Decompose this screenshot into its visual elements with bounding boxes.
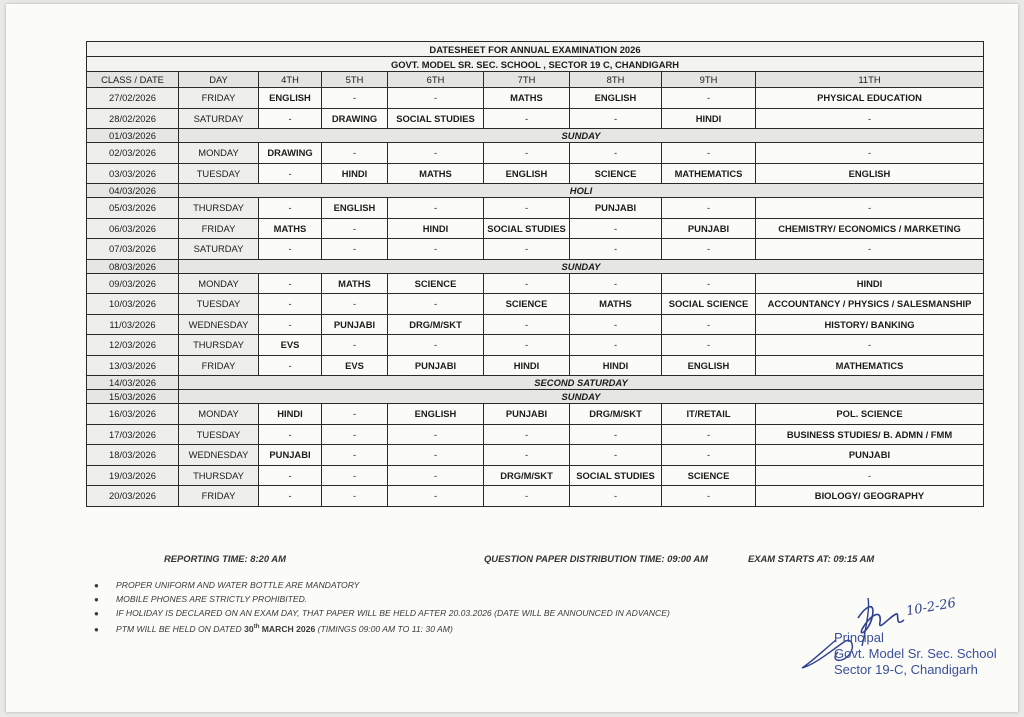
- note-text: MOBILE PHONES ARE STRICTLY PROHIBITED.: [116, 594, 308, 604]
- subject-cell-11th: ENGLISH: [756, 163, 984, 184]
- subject-cell-4th: -: [259, 424, 322, 445]
- subject-cell-7th: MATHS: [484, 88, 570, 109]
- subject-cell-11th: CHEMISTRY/ ECONOMICS / MARKETING: [756, 218, 984, 239]
- note-item: ● MOBILE PHONES ARE STRICTLY PROHIBITED.: [94, 594, 308, 604]
- holiday-row: [87, 390, 984, 404]
- subject-cell-11th: POL. SCIENCE: [756, 404, 984, 425]
- principal-stamp: [834, 630, 997, 678]
- subject-cell-5th: -: [322, 404, 388, 425]
- row-date: 15/03/2026: [87, 390, 179, 404]
- row-date: 06/03/2026: [87, 218, 179, 239]
- stamp-line-sector: Sector 19-C, Chandigarh: [834, 662, 978, 677]
- subject-cell-11th: -: [756, 239, 984, 260]
- row-date: 20/03/2026: [87, 486, 179, 507]
- subject-cell-8th: MATHS: [570, 294, 662, 315]
- row-day: FRIDAY: [179, 88, 259, 109]
- subject-cell-4th: -: [259, 108, 322, 129]
- subject-cell-9th: -: [662, 198, 756, 219]
- row-day: TUESDAY: [179, 163, 259, 184]
- subject-cell-4th: -: [259, 314, 322, 335]
- subject-cell-9th: -: [662, 445, 756, 466]
- reporting-time: REPORTING TIME: 8:20 AM: [164, 553, 286, 564]
- note-text: PROPER UNIFORM AND WATER BOTTLE ARE MANDATORY: [116, 580, 360, 590]
- row-date: 04/03/2026: [87, 184, 179, 198]
- subject-cell-6th: -: [388, 445, 484, 466]
- subject-cell-9th: -: [662, 424, 756, 445]
- subject-cell-6th: -: [388, 88, 484, 109]
- holiday-label: SUNDAY: [179, 390, 984, 404]
- row-date: 27/02/2026: [87, 88, 179, 109]
- holiday-row: [87, 259, 984, 273]
- holiday-label: HOLI: [179, 184, 984, 198]
- subject-cell-8th: -: [570, 445, 662, 466]
- subject-cell-7th: -: [484, 335, 570, 356]
- subject-cell-11th: -: [756, 465, 984, 486]
- subject-cell-4th: -: [259, 239, 322, 260]
- subject-cell-7th: ENGLISH: [484, 163, 570, 184]
- exam-row: [87, 198, 984, 219]
- subject-cell-6th: HINDI: [388, 218, 484, 239]
- subject-cell-9th: ENGLISH: [662, 355, 756, 376]
- note-item: ● IF HOLIDAY IS DECLARED ON AN EXAM DAY, THAT PAPER WILL BE HELD AFTER 20.03.2026 (DATE WILL BE ANNOUNCED IN ADVANCE): [94, 608, 670, 618]
- subject-cell-9th: -: [662, 335, 756, 356]
- subject-cell-11th: -: [756, 198, 984, 219]
- row-day: FRIDAY: [179, 486, 259, 507]
- subject-cell-7th: -: [484, 424, 570, 445]
- instructions-list: [94, 578, 670, 634]
- subject-cell-8th: SOCIAL STUDIES: [570, 465, 662, 486]
- subject-cell-5th: -: [322, 143, 388, 164]
- subject-cell-8th: -: [570, 218, 662, 239]
- subject-cell-8th: -: [570, 273, 662, 294]
- header-8th: 8TH: [570, 72, 662, 88]
- header-9th: 9TH: [662, 72, 756, 88]
- row-day: SATURDAY: [179, 239, 259, 260]
- subject-cell-4th: PUNJABI: [259, 445, 322, 466]
- exam-row: [87, 218, 984, 239]
- row-day: MONDAY: [179, 273, 259, 294]
- exam-row: [87, 404, 984, 425]
- subject-cell-9th: -: [662, 143, 756, 164]
- subject-cell-9th: -: [662, 273, 756, 294]
- subject-cell-8th: -: [570, 314, 662, 335]
- ptm-day-suffix: th: [253, 624, 260, 630]
- row-date: 05/03/2026: [87, 198, 179, 219]
- subject-cell-5th: -: [322, 486, 388, 507]
- exam-row: [87, 143, 984, 164]
- datesheet-table: [86, 41, 984, 507]
- note-text: IF HOLIDAY IS DECLARED ON AN EXAM DAY, THAT PAPER WILL BE HELD AFTER 20.03.2026 (DATE WILL BE ANNOUNCED IN ADVANCE): [116, 608, 670, 618]
- subject-cell-11th: HINDI: [756, 273, 984, 294]
- subject-cell-5th: -: [322, 424, 388, 445]
- subject-cell-9th: SOCIAL SCIENCE: [662, 294, 756, 315]
- subject-cell-11th: MATHEMATICS: [756, 355, 984, 376]
- subject-cell-8th: DRG/M/SKT: [570, 404, 662, 425]
- header-day: DAY: [179, 72, 259, 88]
- holiday-label: SECOND SATURDAY: [179, 376, 984, 390]
- row-date: 01/03/2026: [87, 129, 179, 143]
- subject-cell-6th: SOCIAL STUDIES: [388, 108, 484, 129]
- subject-cell-7th: HINDI: [484, 355, 570, 376]
- subject-cell-7th: SCIENCE: [484, 294, 570, 315]
- subject-cell-6th: -: [388, 294, 484, 315]
- exam-row: [87, 273, 984, 294]
- subject-cell-5th: MATHS: [322, 273, 388, 294]
- subject-cell-8th: -: [570, 335, 662, 356]
- subject-cell-5th: -: [322, 294, 388, 315]
- subject-cell-11th: PHYSICAL EDUCATION: [756, 88, 984, 109]
- signature-date: 10-2-26: [905, 595, 958, 620]
- subject-cell-11th: BIOLOGY/ GEOGRAPHY: [756, 486, 984, 507]
- subject-cell-7th: -: [484, 445, 570, 466]
- holiday-label: SUNDAY: [179, 129, 984, 143]
- subject-cell-8th: -: [570, 424, 662, 445]
- row-day: THURSDAY: [179, 465, 259, 486]
- subject-cell-4th: -: [259, 198, 322, 219]
- exam-row: [87, 486, 984, 507]
- subject-cell-5th: -: [322, 445, 388, 466]
- row-day: TUESDAY: [179, 424, 259, 445]
- subject-cell-5th: EVS: [322, 355, 388, 376]
- subject-cell-8th: -: [570, 143, 662, 164]
- row-day: FRIDAY: [179, 355, 259, 376]
- exam-row: [87, 445, 984, 466]
- subject-cell-5th: -: [322, 465, 388, 486]
- subject-cell-7th: -: [484, 198, 570, 219]
- row-date: 03/03/2026: [87, 163, 179, 184]
- exam-row: [87, 108, 984, 129]
- subject-cell-4th: -: [259, 273, 322, 294]
- exam-row: [87, 294, 984, 315]
- row-day: WEDNESDAY: [179, 445, 259, 466]
- subject-cell-5th: -: [322, 218, 388, 239]
- holiday-row: [87, 376, 984, 390]
- row-day: THURSDAY: [179, 335, 259, 356]
- subject-cell-4th: DRAWING: [259, 143, 322, 164]
- header-4th: 4TH: [259, 72, 322, 88]
- subject-cell-11th: -: [756, 143, 984, 164]
- exam-row: [87, 355, 984, 376]
- table-title: DATESHEET FOR ANNUAL EXAMINATION 2026: [87, 42, 984, 57]
- subject-cell-7th: DRG/M/SKT: [484, 465, 570, 486]
- row-date: 02/03/2026: [87, 143, 179, 164]
- subject-cell-6th: -: [388, 465, 484, 486]
- subject-cell-6th: SCIENCE: [388, 273, 484, 294]
- holiday-row: [87, 184, 984, 198]
- subject-cell-7th: SOCIAL STUDIES: [484, 218, 570, 239]
- subject-cell-11th: PUNJABI: [756, 445, 984, 466]
- row-date: 10/03/2026: [87, 294, 179, 315]
- row-day: MONDAY: [179, 404, 259, 425]
- subject-cell-6th: -: [388, 424, 484, 445]
- stamp-line-principal: Principal: [834, 630, 884, 645]
- subject-cell-9th: SCIENCE: [662, 465, 756, 486]
- subject-cell-6th: -: [388, 335, 484, 356]
- subject-cell-7th: -: [484, 239, 570, 260]
- subject-cell-7th: -: [484, 108, 570, 129]
- subject-cell-11th: -: [756, 335, 984, 356]
- ptm-day: 30: [244, 623, 254, 634]
- subject-cell-4th: -: [259, 294, 322, 315]
- subject-cell-4th: -: [259, 163, 322, 184]
- subject-cell-9th: IT/RETAIL: [662, 404, 756, 425]
- exam-start-time: EXAM STARTS AT: 09:15 AM: [748, 553, 875, 564]
- header-5th: 5TH: [322, 72, 388, 88]
- subject-cell-11th: -: [756, 108, 984, 129]
- subject-cell-7th: -: [484, 273, 570, 294]
- subject-cell-5th: -: [322, 239, 388, 260]
- subject-cell-4th: EVS: [259, 335, 322, 356]
- note-item: ● PROPER UNIFORM AND WATER BOTTLE ARE MANDATORY: [94, 580, 360, 590]
- subject-cell-6th: PUNJABI: [388, 355, 484, 376]
- row-date: 16/03/2026: [87, 404, 179, 425]
- header-row: [87, 72, 984, 88]
- subject-cell-9th: -: [662, 239, 756, 260]
- exam-row: [87, 314, 984, 335]
- subject-cell-6th: -: [388, 486, 484, 507]
- subject-cell-5th: DRAWING: [322, 108, 388, 129]
- row-date: 11/03/2026: [87, 314, 179, 335]
- holiday-label: SUNDAY: [179, 259, 984, 273]
- exam-row: [87, 424, 984, 445]
- exam-row: [87, 335, 984, 356]
- row-day: THURSDAY: [179, 198, 259, 219]
- header-class-date: CLASS / DATE: [87, 72, 179, 88]
- subject-cell-4th: -: [259, 355, 322, 376]
- subject-cell-11th: HISTORY/ BANKING: [756, 314, 984, 335]
- subject-cell-6th: -: [388, 239, 484, 260]
- subject-cell-6th: DRG/M/SKT: [388, 314, 484, 335]
- subject-cell-4th: -: [259, 486, 322, 507]
- exam-row: [87, 88, 984, 109]
- row-date: 09/03/2026: [87, 273, 179, 294]
- subject-cell-9th: HINDI: [662, 108, 756, 129]
- subject-cell-4th: HINDI: [259, 404, 322, 425]
- ptm-month: MARCH 2026: [259, 623, 316, 634]
- subject-cell-4th: MATHS: [259, 218, 322, 239]
- holiday-row: [87, 129, 984, 143]
- header-6th: 6TH: [388, 72, 484, 88]
- subject-cell-8th: -: [570, 486, 662, 507]
- header-11th: 11TH: [756, 72, 984, 88]
- row-date: 19/03/2026: [87, 465, 179, 486]
- exam-row: [87, 163, 984, 184]
- row-date: 07/03/2026: [87, 239, 179, 260]
- subject-cell-4th: ENGLISH: [259, 88, 322, 109]
- row-day: SATURDAY: [179, 108, 259, 129]
- distribution-time: QUESTION PAPER DISTRIBUTION TIME: 09:00 AM: [484, 553, 708, 564]
- subject-cell-6th: -: [388, 198, 484, 219]
- exam-row: [87, 465, 984, 486]
- row-day: WEDNESDAY: [179, 314, 259, 335]
- subject-cell-8th: -: [570, 108, 662, 129]
- subject-cell-9th: -: [662, 486, 756, 507]
- subject-cell-4th: -: [259, 465, 322, 486]
- subject-cell-8th: PUNJABI: [570, 198, 662, 219]
- subject-cell-9th: -: [662, 88, 756, 109]
- row-date: 18/03/2026: [87, 445, 179, 466]
- stamp-line-school: Govt. Model Sr. Sec. School: [834, 646, 997, 661]
- row-date: 08/03/2026: [87, 259, 179, 273]
- subject-cell-9th: PUNJABI: [662, 218, 756, 239]
- subject-cell-6th: -: [388, 143, 484, 164]
- header-7th: 7TH: [484, 72, 570, 88]
- subject-cell-8th: HINDI: [570, 355, 662, 376]
- subject-cell-6th: ENGLISH: [388, 404, 484, 425]
- row-day: TUESDAY: [179, 294, 259, 315]
- subject-cell-5th: ENGLISH: [322, 198, 388, 219]
- subject-cell-8th: ENGLISH: [570, 88, 662, 109]
- row-day: FRIDAY: [179, 218, 259, 239]
- subject-cell-11th: ACCOUNTANCY / PHYSICS / SALESMANSHIP: [756, 294, 984, 315]
- exam-row: [87, 239, 984, 260]
- subject-cell-5th: PUNJABI: [322, 314, 388, 335]
- row-date: 17/03/2026: [87, 424, 179, 445]
- row-date: 13/03/2026: [87, 355, 179, 376]
- subject-cell-11th: BUSINESS STUDIES/ B. ADMN / FMM: [756, 424, 984, 445]
- subject-cell-5th: HINDI: [322, 163, 388, 184]
- ptm-prefix: PTM WILL BE HELD ON DATED: [116, 623, 245, 634]
- subject-cell-8th: SCIENCE: [570, 163, 662, 184]
- note-item-ptm: ● PTM WILL BE HELD ON DATED 30th MARCH 2026 (TIMINGS 09:00 AM TO 11: 30 AM): [94, 623, 453, 634]
- subject-cell-5th: -: [322, 88, 388, 109]
- row-date: 14/03/2026: [87, 376, 179, 390]
- subject-cell-7th: -: [484, 314, 570, 335]
- subject-cell-7th: PUNJABI: [484, 404, 570, 425]
- subject-cell-8th: -: [570, 239, 662, 260]
- row-date: 28/02/2026: [87, 108, 179, 129]
- ptm-timings: (TIMINGS 09:00 AM TO 11: 30 AM): [315, 623, 453, 634]
- row-day: MONDAY: [179, 143, 259, 164]
- subject-cell-5th: -: [322, 335, 388, 356]
- school-name: GOVT. MODEL SR. SEC. SCHOOL , SECTOR 19 C, CHANDIGARH: [87, 57, 984, 72]
- subject-cell-7th: -: [484, 143, 570, 164]
- subject-cell-9th: -: [662, 314, 756, 335]
- subject-cell-6th: MATHS: [388, 163, 484, 184]
- row-date: 12/03/2026: [87, 335, 179, 356]
- datesheet-page: [6, 4, 1018, 712]
- subject-cell-9th: MATHEMATICS: [662, 163, 756, 184]
- subject-cell-7th: -: [484, 486, 570, 507]
